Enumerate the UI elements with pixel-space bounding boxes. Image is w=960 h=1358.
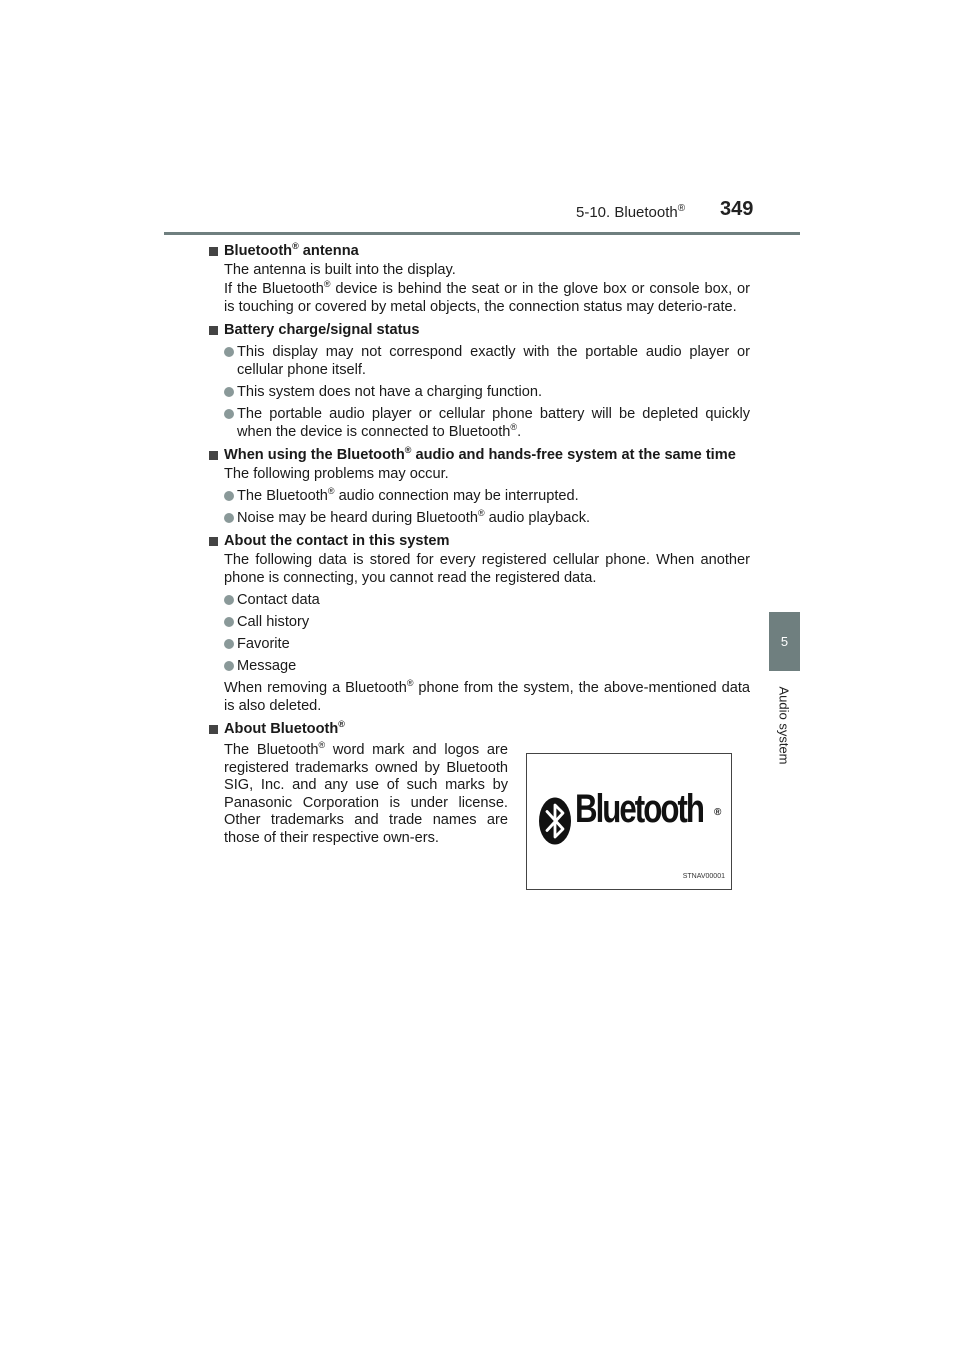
bluetooth-wordmark: Bluetooth xyxy=(575,787,704,831)
contact-intro: The following data is stored for every registered cellular phone. When another phone is connecting, you cannot read the registered data. xyxy=(224,552,750,586)
circle-bullet-icon xyxy=(224,387,234,397)
circle-bullet-icon xyxy=(224,491,234,501)
chapter-tab xyxy=(769,612,800,671)
heading-simultaneous: When using the Bluetooth® audio and hands-free system at the same time xyxy=(208,446,750,464)
image-code: STNAV00001 xyxy=(682,873,725,880)
page-content xyxy=(208,242,750,892)
header-section-title: 5-10. Bluetooth® xyxy=(576,203,686,221)
circle-bullet-icon xyxy=(224,661,234,671)
list-item: This system does not have a charging function. xyxy=(224,383,750,401)
heading-contact: About the contact in this system xyxy=(208,532,750,550)
heading-antenna: Bluetooth® antenna xyxy=(208,242,750,260)
heading-battery: Battery charge/signal status xyxy=(208,321,750,339)
antenna-text-1: The antenna is built into the display. xyxy=(224,262,456,278)
list-item: Contact data xyxy=(224,591,750,609)
circle-bullet-icon xyxy=(224,639,234,649)
antenna-text-2: If the Bluetooth® device is behind the seat or in the glove box or console box, or is touching or covered by metal objects, the connection status may deterio-rate. xyxy=(224,279,750,315)
circle-bullet-icon xyxy=(224,595,234,605)
circle-bullet-icon xyxy=(224,513,234,523)
list-item: The portable audio player or cellular phone battery will be depleted quickly when the device is connected to Bluetooth®. xyxy=(224,405,750,441)
square-bullet-icon xyxy=(209,326,218,335)
circle-bullet-icon xyxy=(224,409,234,419)
chapter-number: 5 xyxy=(780,634,789,649)
square-bullet-icon xyxy=(209,451,218,460)
page-number: 349 xyxy=(720,198,754,220)
bluetooth-icon xyxy=(537,796,573,846)
square-bullet-icon xyxy=(209,725,218,734)
list-item: This display may not correspond exactly with the portable audio player or cellular phone itself. xyxy=(224,343,750,379)
list-item: Noise may be heard during Bluetooth® audio playback. xyxy=(224,509,750,527)
circle-bullet-icon xyxy=(224,347,234,357)
about-block xyxy=(224,742,750,892)
chapter-label xyxy=(770,680,798,770)
header-rule xyxy=(164,232,800,235)
about-text: The Bluetooth® word mark and logos are registered trademarks owned by Bluetooth SIG, Inc. and any use of such marks by Panasonic Corporation is under license. Other trademarks and trade names are those of their respective own-ers. xyxy=(224,740,508,846)
registered-mark: ® xyxy=(714,807,722,818)
bluetooth-logo-figure xyxy=(526,753,732,890)
circle-bullet-icon xyxy=(224,617,234,627)
list-item: Message xyxy=(224,657,750,675)
list-item: Favorite xyxy=(224,635,750,653)
chapter-title: Audio system xyxy=(776,685,792,765)
square-bullet-icon xyxy=(209,537,218,546)
contact-outro: When removing a Bluetooth® phone from the system, the above-mentioned data is also deleted. xyxy=(224,678,750,714)
simultaneous-intro: The following problems may occur. xyxy=(224,466,449,482)
list-item: The Bluetooth® audio connection may be interrupted. xyxy=(224,487,750,505)
square-bullet-icon xyxy=(209,247,218,256)
list-item: Call history xyxy=(224,613,750,631)
heading-about: About Bluetooth® xyxy=(208,720,750,738)
